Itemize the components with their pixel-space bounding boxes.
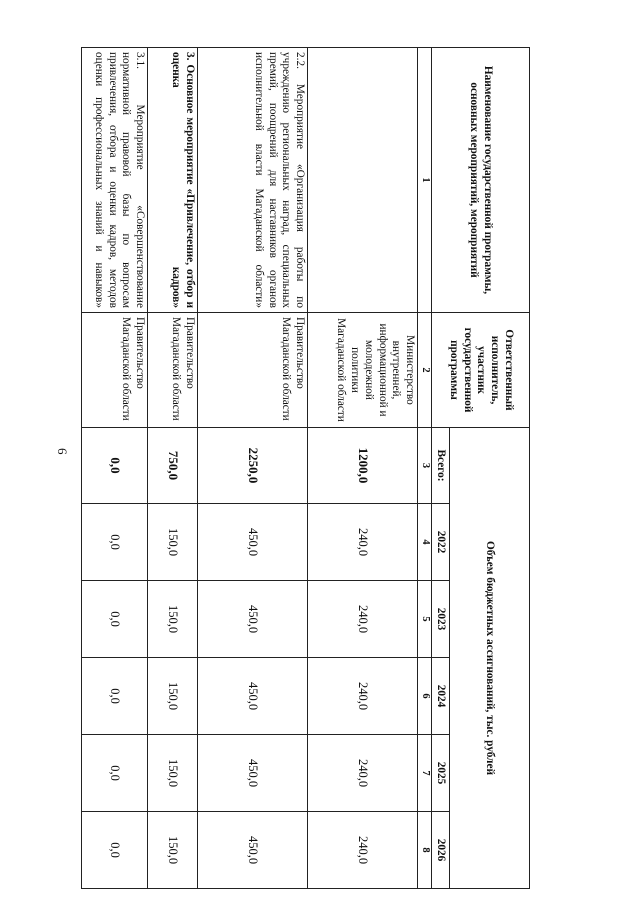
row-value: 150,0 <box>148 581 198 658</box>
row-value: 240,0 <box>308 735 418 812</box>
row-total: 1200,0 <box>308 428 418 504</box>
header-year: 2023 <box>432 581 450 658</box>
header-row <box>450 48 530 889</box>
row-executor: Правительство Магаданской области <box>148 313 198 428</box>
header-year: 2026 <box>432 812 450 889</box>
row-name: 3.1. Мероприятие «Совершенствование нормативной правовой базы по вопросам привлечения, отбора и оценки кадров, методов оценки профессиональных знаний и навыков» <box>82 48 148 313</box>
row-value: 0,0 <box>82 581 148 658</box>
table-row <box>198 48 308 889</box>
column-number: 5 <box>418 581 432 658</box>
row-executor: Министерство внутренней, информационной и молодежной политики Магаданской области <box>308 313 418 428</box>
table-row <box>148 48 198 889</box>
page-number: 6 <box>55 448 70 455</box>
row-value: 0,0 <box>82 812 148 889</box>
header-year: 2025 <box>432 735 450 812</box>
row-value: 150,0 <box>148 504 198 581</box>
column-number: 1 <box>418 48 432 313</box>
row-value: 150,0 <box>148 812 198 889</box>
row-value: 240,0 <box>308 581 418 658</box>
table-row <box>82 48 148 889</box>
row-value: 450,0 <box>198 735 308 812</box>
row-name: 2.2. Мероприятие «Организация работы по учреждению региональных наград, специальных премий, поощрений для наставников органов исполнительной власти Магаданской области» <box>198 48 308 313</box>
rotated-page <box>84 47 530 888</box>
row-value: 450,0 <box>198 581 308 658</box>
row-name <box>308 48 418 313</box>
row-value: 240,0 <box>308 658 418 735</box>
budget-table <box>81 47 530 889</box>
column-number: 8 <box>418 812 432 889</box>
header-name: Наименование государственной программы, основных мероприятий, мероприятий <box>432 48 530 313</box>
row-value: 0,0 <box>82 735 148 812</box>
row-total: 750,0 <box>148 428 198 504</box>
column-number: 3 <box>418 428 432 504</box>
header-executor: Ответственный исполнитель, участник государственной программы <box>432 313 530 428</box>
header-budget: Объем бюджетных ассигнований, тыс. рублей <box>450 428 530 889</box>
header-year: 2022 <box>432 504 450 581</box>
column-number: 4 <box>418 504 432 581</box>
row-value: 150,0 <box>148 658 198 735</box>
row-value: 150,0 <box>148 735 198 812</box>
row-executor: Правительство Магаданской области <box>82 313 148 428</box>
row-value: 240,0 <box>308 812 418 889</box>
row-value: 450,0 <box>198 812 308 889</box>
row-total: 0,0 <box>82 428 148 504</box>
column-number: 7 <box>418 735 432 812</box>
row-name: 3. Основное мероприятие «Привлечение, отбор и оценка кадров» <box>148 48 198 313</box>
row-executor: Правительство Магаданской области <box>198 313 308 428</box>
row-value: 450,0 <box>198 504 308 581</box>
header-year: 2024 <box>432 658 450 735</box>
column-number: 2 <box>418 313 432 428</box>
row-value: 0,0 <box>82 504 148 581</box>
column-number-row <box>418 48 432 889</box>
column-number: 6 <box>418 658 432 735</box>
row-value: 450,0 <box>198 658 308 735</box>
header-total: Всего: <box>432 428 450 504</box>
row-value: 240,0 <box>308 504 418 581</box>
row-total: 2250,0 <box>198 428 308 504</box>
row-value: 0,0 <box>82 658 148 735</box>
table-row <box>308 48 418 889</box>
